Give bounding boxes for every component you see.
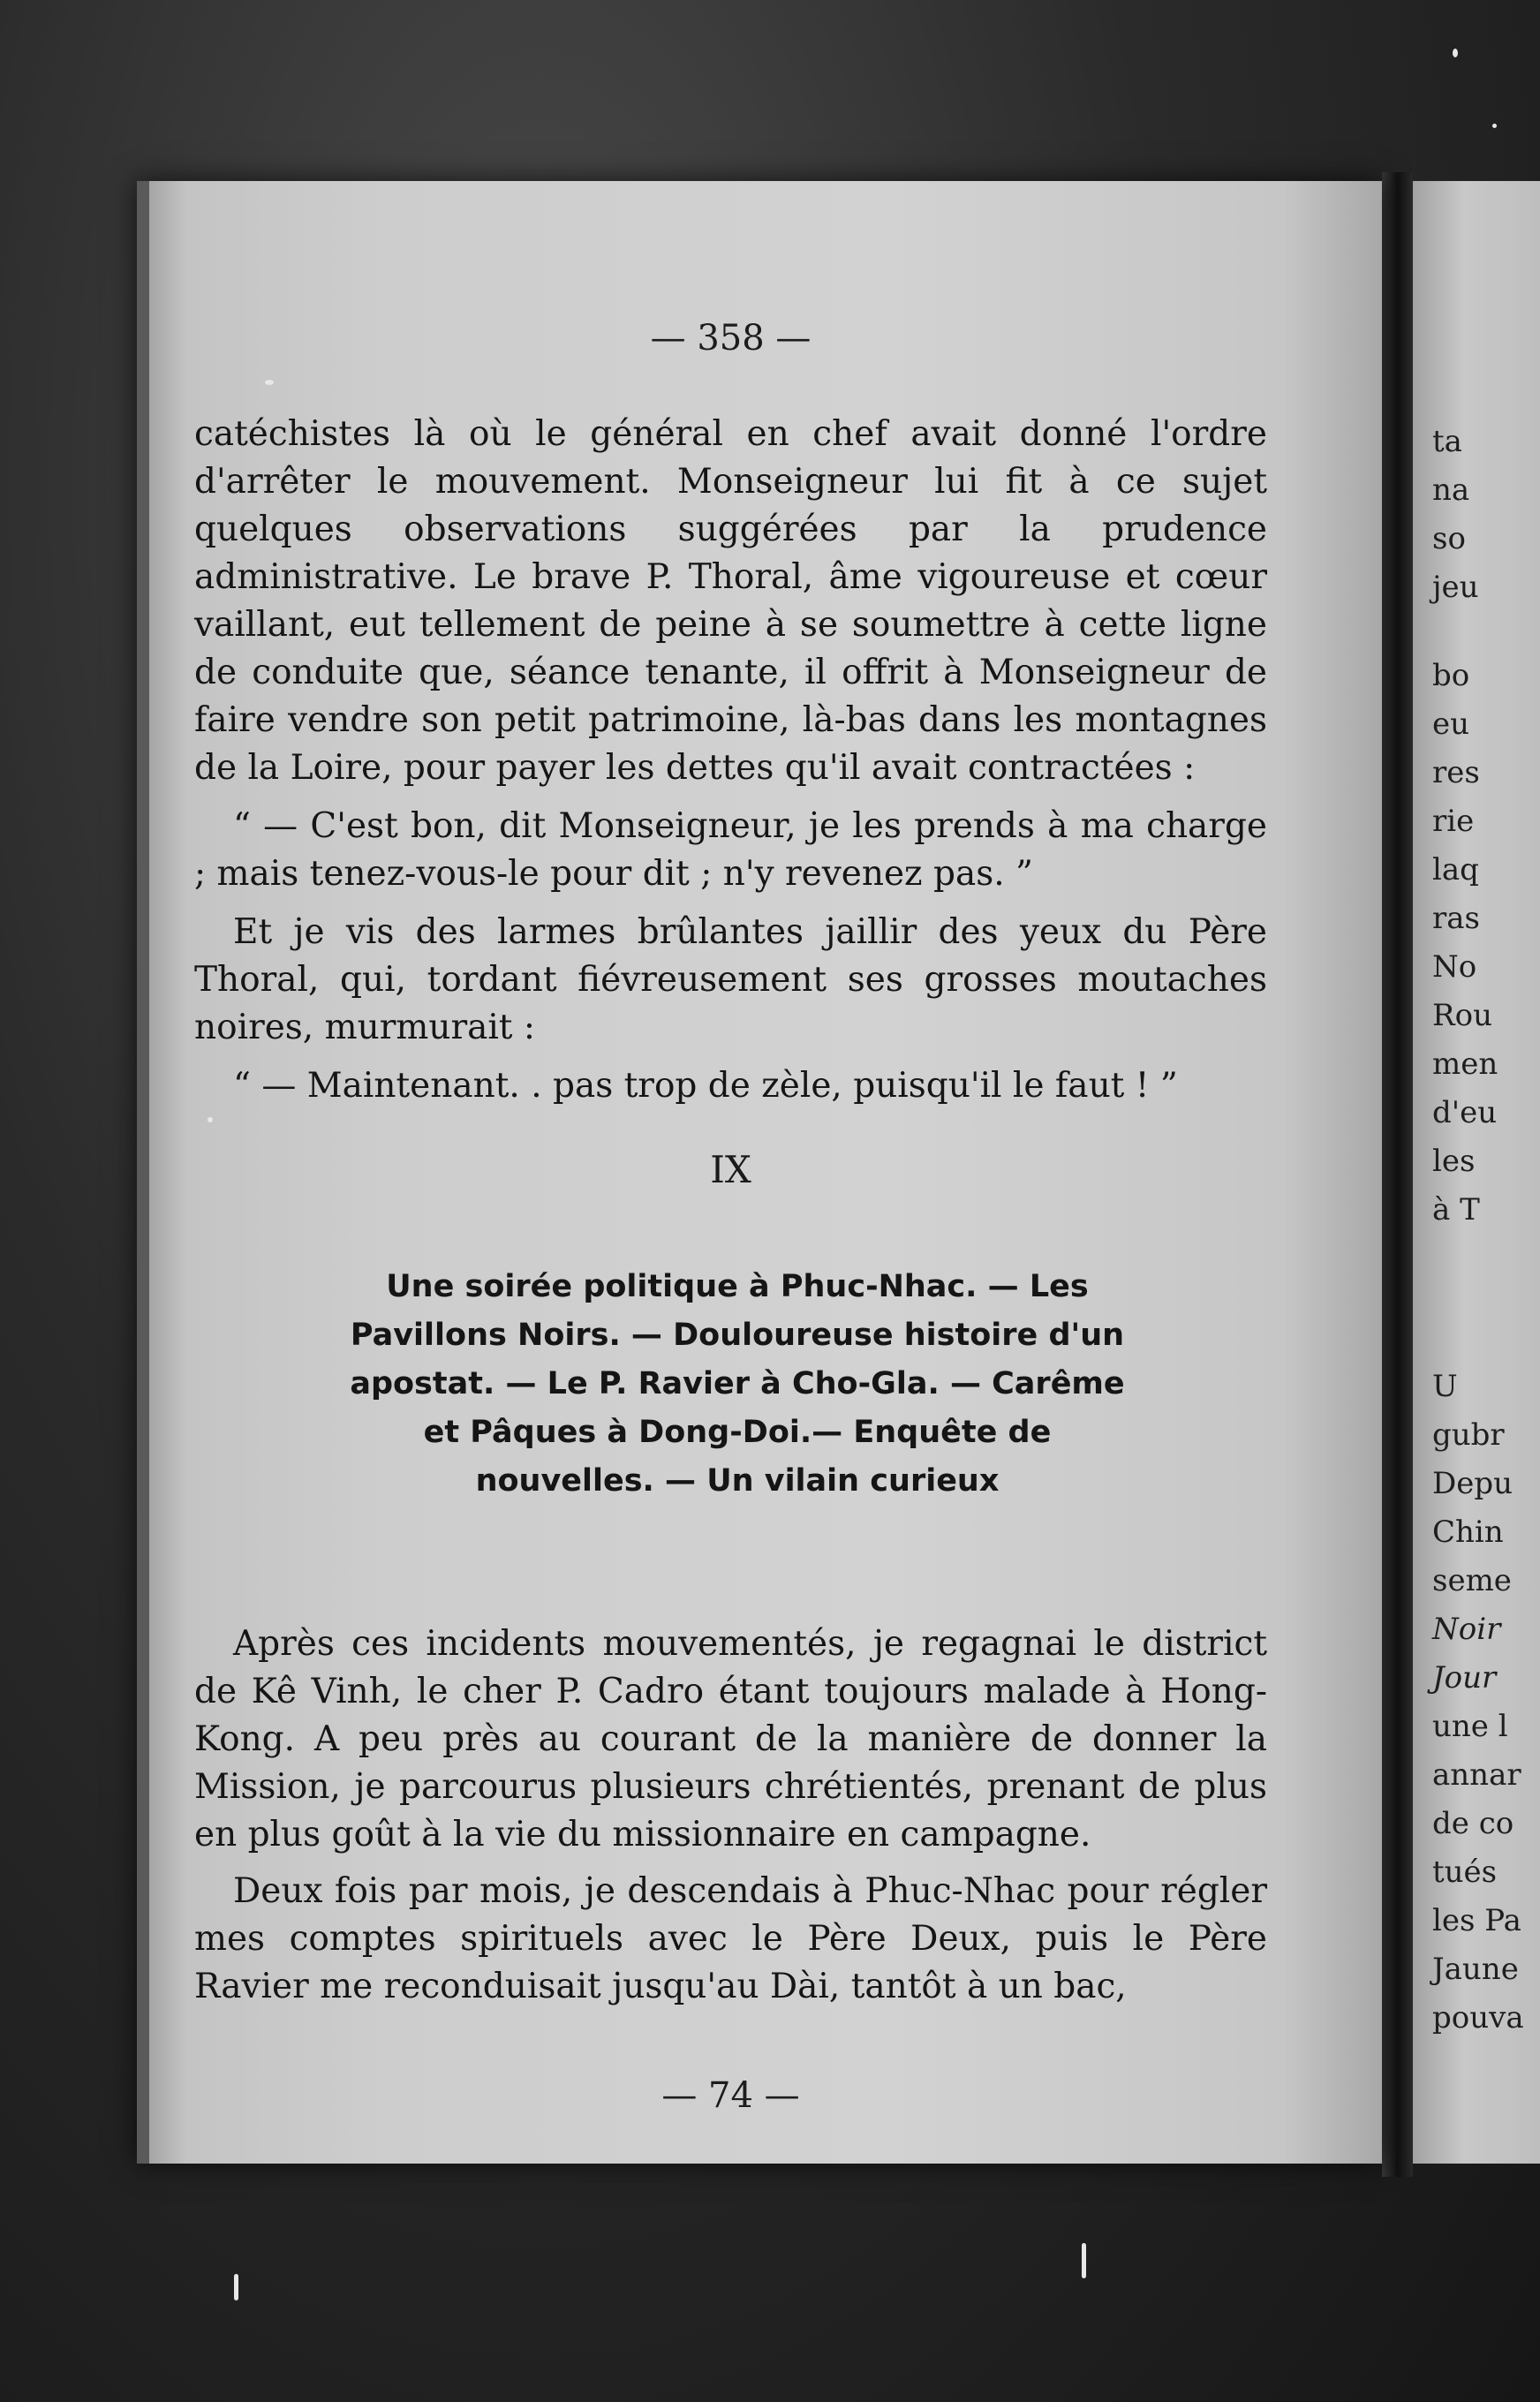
right-page-fragment: Jour	[1432, 1660, 1497, 1696]
right-page-fragment: ta	[1432, 424, 1462, 459]
right-page-fragment: d'eu	[1432, 1095, 1498, 1130]
paragraph: Après ces incidents mouvementés, je regagnai le district de Kê Vinh, le cher P. Cadro étant toujours malade à Hong-Kong. A peu près au courant de la manière de donner la Mission, je parcourus plusieurs chrétientés, prenant de plus en plus goût à la vie du missionnaire en campagne.	[194, 1624, 1267, 1854]
right-page-fragment: rie	[1432, 804, 1475, 839]
chapter-number: IX	[710, 1148, 751, 1191]
text-block-top	[194, 411, 1267, 1110]
right-page-edge	[1413, 181, 1540, 2164]
page-footer-number: — 74 —	[661, 2075, 800, 2116]
right-page-fragment: No	[1432, 949, 1477, 985]
dust-speck	[265, 380, 274, 385]
paragraph: “ — Maintenant. . pas trop de zèle, puisqu'il le faut ! ”	[233, 1066, 1178, 1106]
right-page-fragment: tués	[1432, 1854, 1498, 1890]
right-page-fragment: les	[1432, 1144, 1476, 1179]
right-page-fragment: laq	[1432, 852, 1479, 888]
right-page-fragment: bo	[1432, 658, 1470, 693]
dust-speck	[208, 1117, 213, 1122]
right-page-fragment: une l	[1432, 1709, 1508, 1744]
right-page-fragment: jeu	[1432, 570, 1479, 605]
right-page-fragment: na	[1432, 472, 1470, 508]
right-page-fragment: Jaune	[1432, 1952, 1519, 1987]
right-page-fragment: so	[1432, 521, 1466, 556]
right-page-fragment: gubr	[1432, 1417, 1505, 1453]
right-page-fragment: men	[1432, 1046, 1498, 1082]
right-page-fragment: pouva	[1432, 2000, 1524, 2036]
paragraph: catéchistes là où le général en chef avait donné l'ordre d'arrêter le mouvement. Monseigneur lui fit à ce sujet quelques observations suggérées par la prudence administrative. Le brave P. Thoral, âme vigoureuse et cœur vaillant, eut tellement de peine à se soumettre à cette ligne de conduite que, séance tenante, il offrit à Monseigneur de faire vendre son petit patrimoine, là-bas dans les montagnes de la Loire, pour payer les dettes qu'il avait contractées :	[194, 414, 1267, 788]
right-page-fragment: eu	[1432, 706, 1470, 742]
dust-speck	[1453, 49, 1458, 57]
right-page-fragment: ras	[1432, 901, 1480, 936]
right-page-fragment: Rou	[1432, 998, 1492, 1033]
right-page-fragment: Noir	[1432, 1612, 1501, 1647]
right-page-fragment: res	[1432, 755, 1480, 790]
book-gutter	[1382, 172, 1413, 2177]
paragraph: Deux fois par mois, je descendais à Phuc-Nhac pour régler mes comptes spirituels avec le Père Deux, puis le Père Ravier me reconduisait jusqu'au Dài, tantôt à un bac,	[194, 1871, 1267, 2006]
right-page-fragment: annar	[1432, 1757, 1521, 1793]
right-page-fragment: Depu	[1432, 1466, 1514, 1501]
text-block-bottom	[194, 1620, 1267, 2011]
right-page-fragment: de co	[1432, 1806, 1514, 1841]
paragraph: “ — C'est bon, dit Monseigneur, je les prends à ma charge ; mais tenez-vous-le pour dit ; n'y revenez pas. ”	[194, 806, 1267, 894]
chapter-summary: Une soirée politique à Phuc-Nhac. — Les Pavillons Noirs. — Douloureuse histoire d'un apostat. — Le P. Ravier à Cho-Gla. — Carême et Pâques à Dong-Doi.— Enquête de nouvelles. — Un vilain curieux	[350, 1269, 1125, 1499]
paragraph: Et je vis des larmes brûlantes jaillir des yeux du Père Thoral, qui, tordant fiévreusement ses grosses moutaches noires, murmurait :	[194, 912, 1267, 1047]
right-page-fragment: U	[1432, 1369, 1458, 1404]
right-page-fragment: seme	[1432, 1563, 1512, 1598]
right-page-fragment: à T	[1432, 1192, 1480, 1227]
dust-speck	[1082, 2243, 1086, 2278]
dust-speck	[1492, 124, 1497, 128]
dust-speck	[234, 2274, 238, 2300]
right-page-fragment: les Pa	[1432, 1903, 1521, 1938]
page-header-number: — 358 —	[650, 318, 812, 359]
right-page-fragment: Chin	[1432, 1514, 1504, 1550]
